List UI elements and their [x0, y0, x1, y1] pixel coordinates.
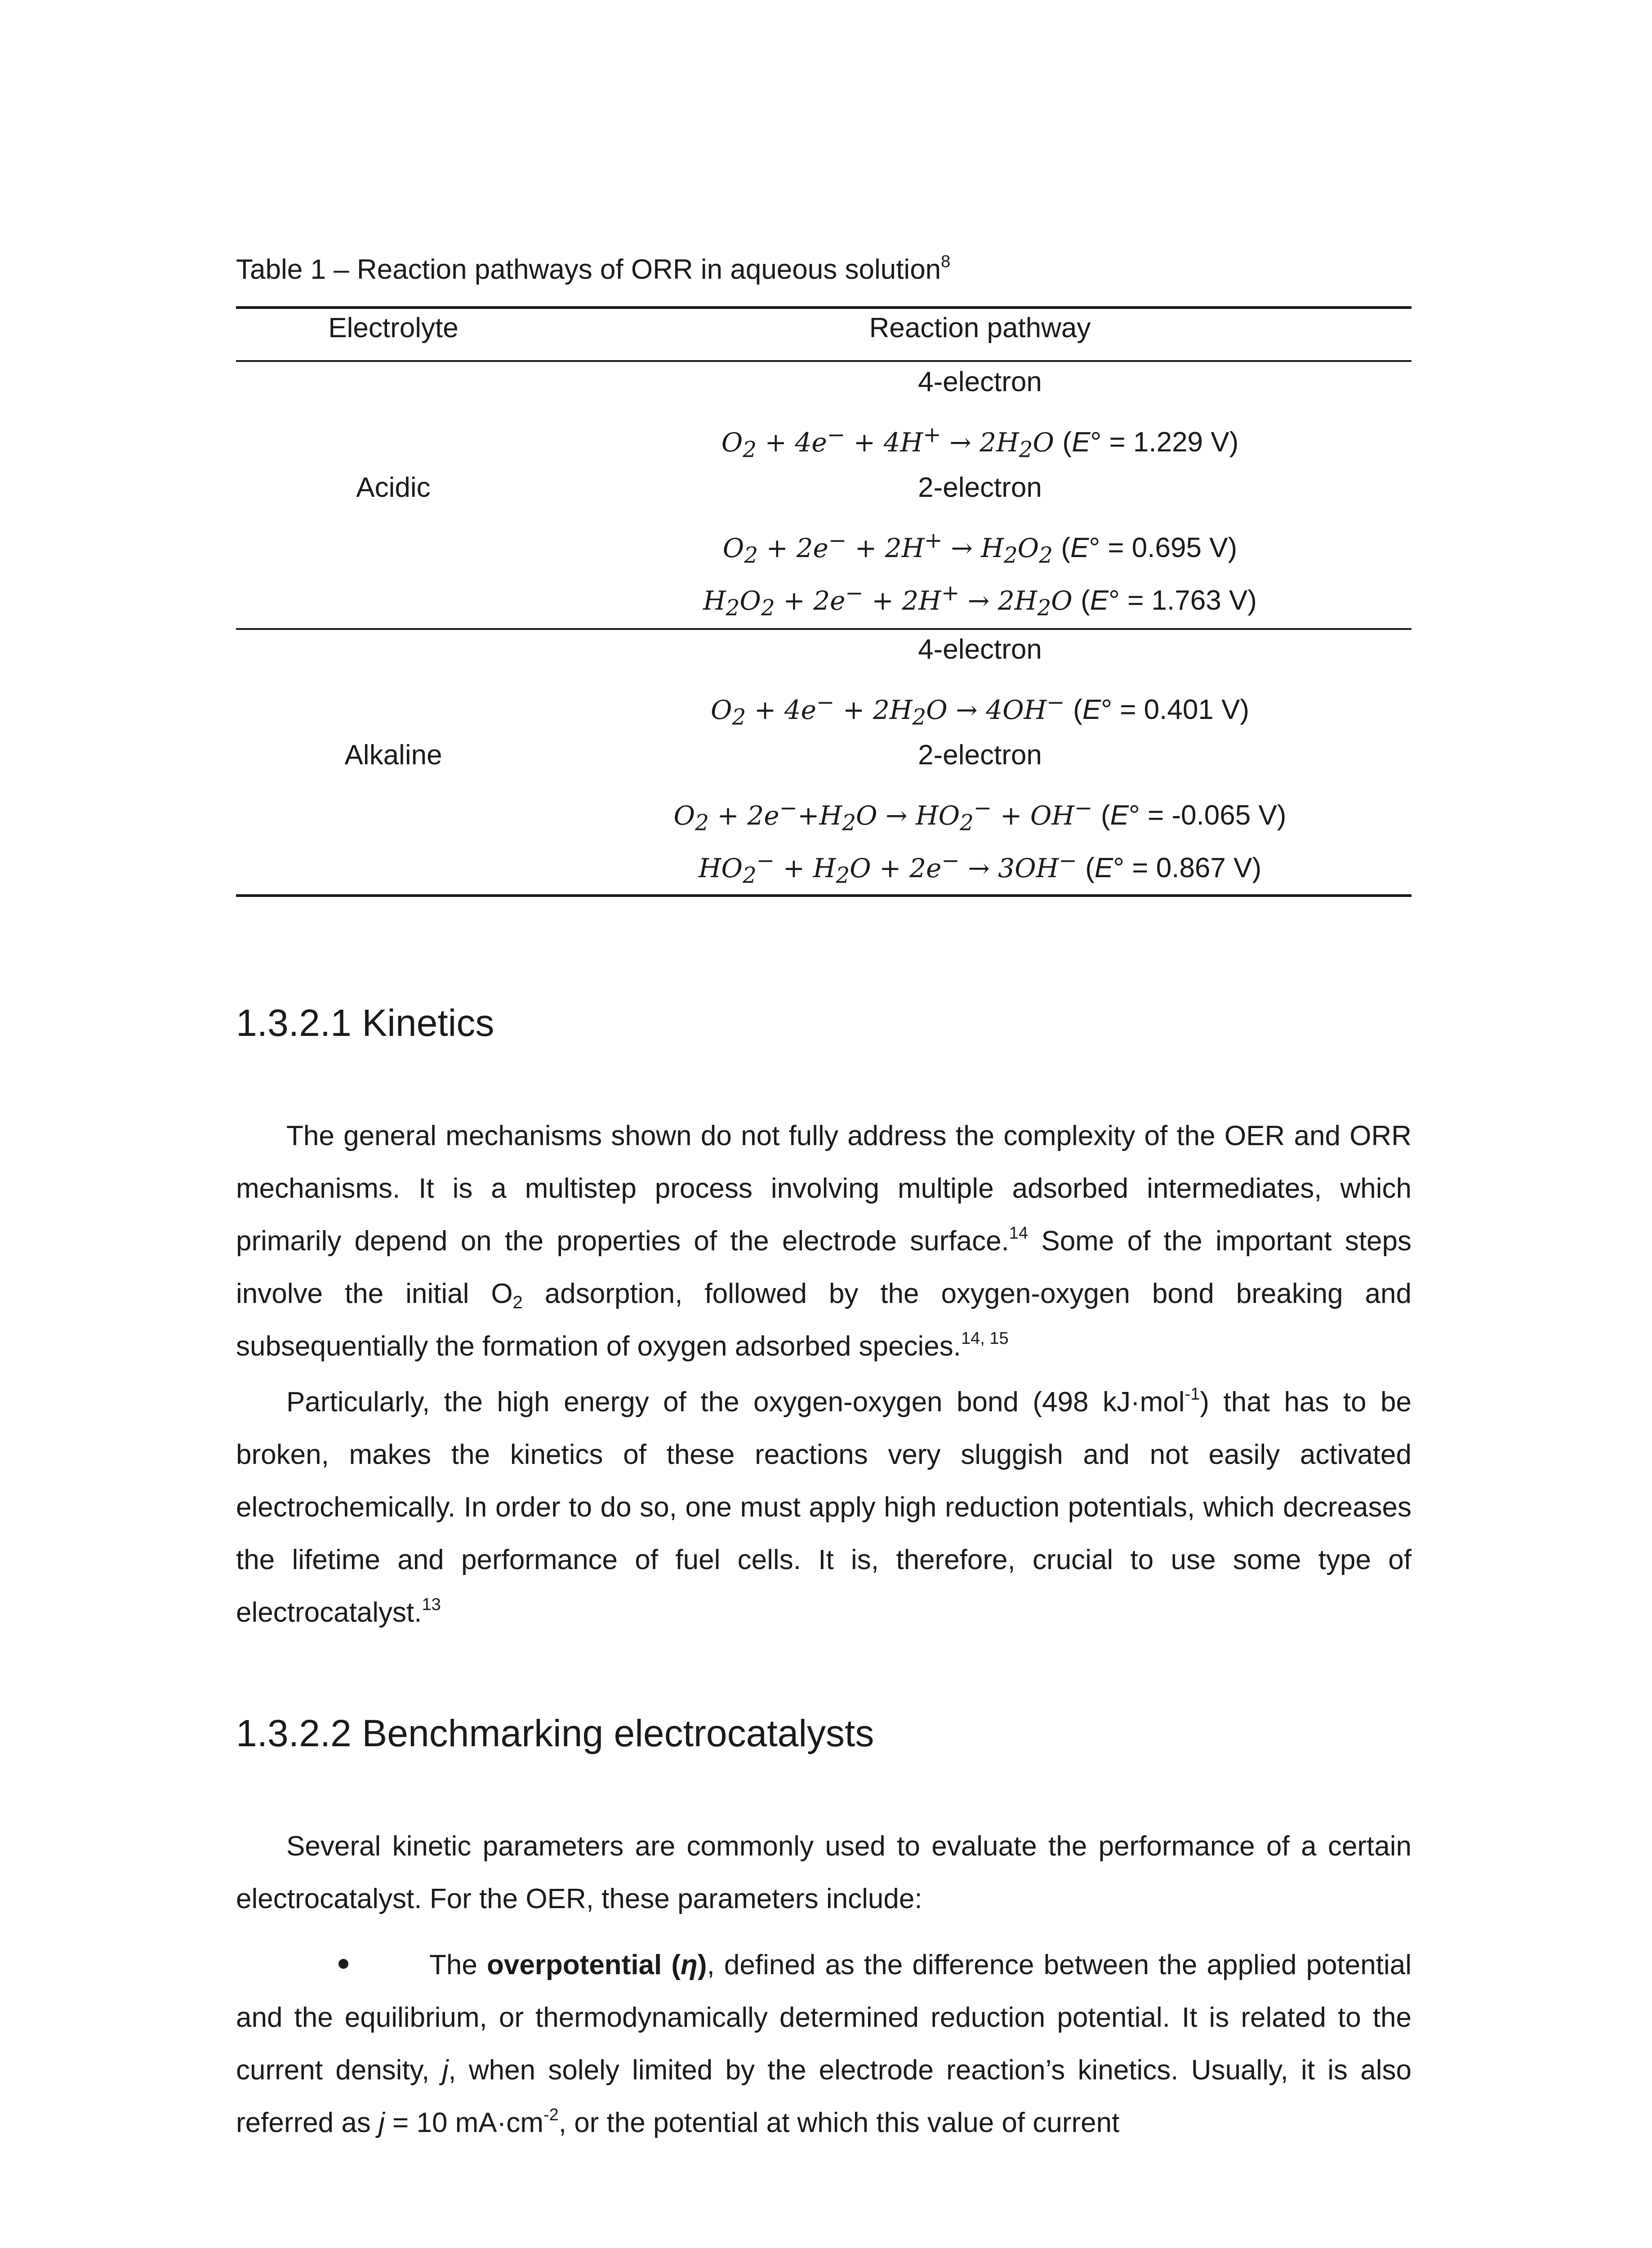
bullet-text: The overpotential (η), defined as the difference between the applied potential and the equilibrium, or thermodynamically determined reduction potential. It is related to the current density, j, when solely limited by the electrode reaction’s kinetics. Usually, it is also referred as j = 10 $mA\cdot cm^{-2}$, or the potential at which this value of current [236, 1949, 1412, 2138]
table-top-rule [236, 306, 1412, 309]
standard-potential: (E° = -0.065 V) [1100, 800, 1287, 831]
section-heading-benchmarking: 1.3.2.2 Benchmarking electrocatalysts [236, 1712, 874, 1754]
reaction-equation [539, 575, 1420, 626]
table-header-rule [236, 360, 1412, 362]
kinetics-paragraph-1: The general mechanisms shown do not fully address the complexity of the OER and ORR mechanisms. It is a multistep process involving multiple adsorbed intermediates, which primarily depend on the properties of the electrode surface.$^{14}$ Some of the important steps involve the initial $O_2$ adsorption, followed by the oxygen-oxygen bond breaking and subsequentially the formation of oxygen adsorbed species.$^{14, 15}$ [236, 1120, 1412, 1362]
standard-potential: (E° = 1.229 V) [1062, 427, 1239, 458]
benchmarking-paragraph-1: Several kinetic parameters are commonly used to evaluate the performance of a certain electrocatalyst. For the OER, these parameters include: [236, 1831, 1412, 1914]
standard-potential: (E° = 0.867 V) [1085, 852, 1262, 884]
kinetics-paragraph-2: Particularly, the high energy of the oxygen-oxygen bond (498 kJ·mol$^{-1}$) that has to be broken, makes the kinetics of these reactions very sluggish and not easily activated electrochemically. In order to do so, one must apply high reduction potentials, which decreases the lifetime and performance of fuel cells. It is, therefore, crucial to use some type of electrocatalyst.$^{13}$ [236, 1385, 1412, 1628]
reaction-equation [539, 523, 1420, 574]
standard-potential: (E° = 0.401 V) [1073, 694, 1250, 726]
reaction-equation [539, 790, 1420, 841]
table-caption-reference: 8 [941, 252, 951, 271]
table-caption-text: Table 1 – Reaction pathways of ORR in aqueous solution [236, 254, 941, 285]
equation-formula: $HO_2^- + H_2O + 2e^- \to 3OH^-$ [698, 848, 1077, 888]
table-group-divider [236, 628, 1412, 630]
reaction-equation [539, 843, 1420, 894]
standard-potential: (E° = 1.763 V) [1081, 585, 1257, 616]
section-heading-kinetics: 1.3.2.1 Kinetics [236, 1002, 494, 1044]
electrolyte-alkaline: Alkaline [344, 740, 442, 771]
equation-formula: $O_2 + 4e^- + 2H_2O \to 4OH^-$ [710, 690, 1065, 730]
pathway-label: 4-electron [918, 366, 1042, 397]
equation-formula: $H_2O_2 + 2e^- + 2H^+ \to 2H_2O$ [703, 581, 1073, 621]
equation-formula: $O_2 + 4e^- + 4H^+ \to 2H_2O$ [721, 423, 1054, 463]
reaction-equation [539, 685, 1420, 736]
bullet-item-overpotential [236, 1939, 1412, 2149]
table-bottom-rule [236, 894, 1412, 897]
electrolyte-acidic: Acidic [356, 472, 431, 503]
table-caption [236, 252, 950, 288]
column-header-electrolyte: Electrolyte [328, 312, 459, 343]
bullet-icon [338, 1959, 348, 1969]
equation-formula: $O_2 + 2e^- + 2H^+ \to H_2O_2$ [722, 528, 1053, 568]
column-header-reaction-pathway: Reaction pathway [869, 312, 1091, 343]
pathway-label: 2-electron [918, 740, 1042, 771]
reaction-equation [539, 417, 1420, 468]
pathway-label: 4-electron [918, 634, 1042, 665]
standard-potential: (E° = 0.695 V) [1061, 532, 1238, 564]
pathway-label: 2-electron [918, 472, 1042, 503]
equation-formula: $O_2 + 2e^-+H_2O \to HO_2^- + OH^-$ [673, 796, 1093, 836]
